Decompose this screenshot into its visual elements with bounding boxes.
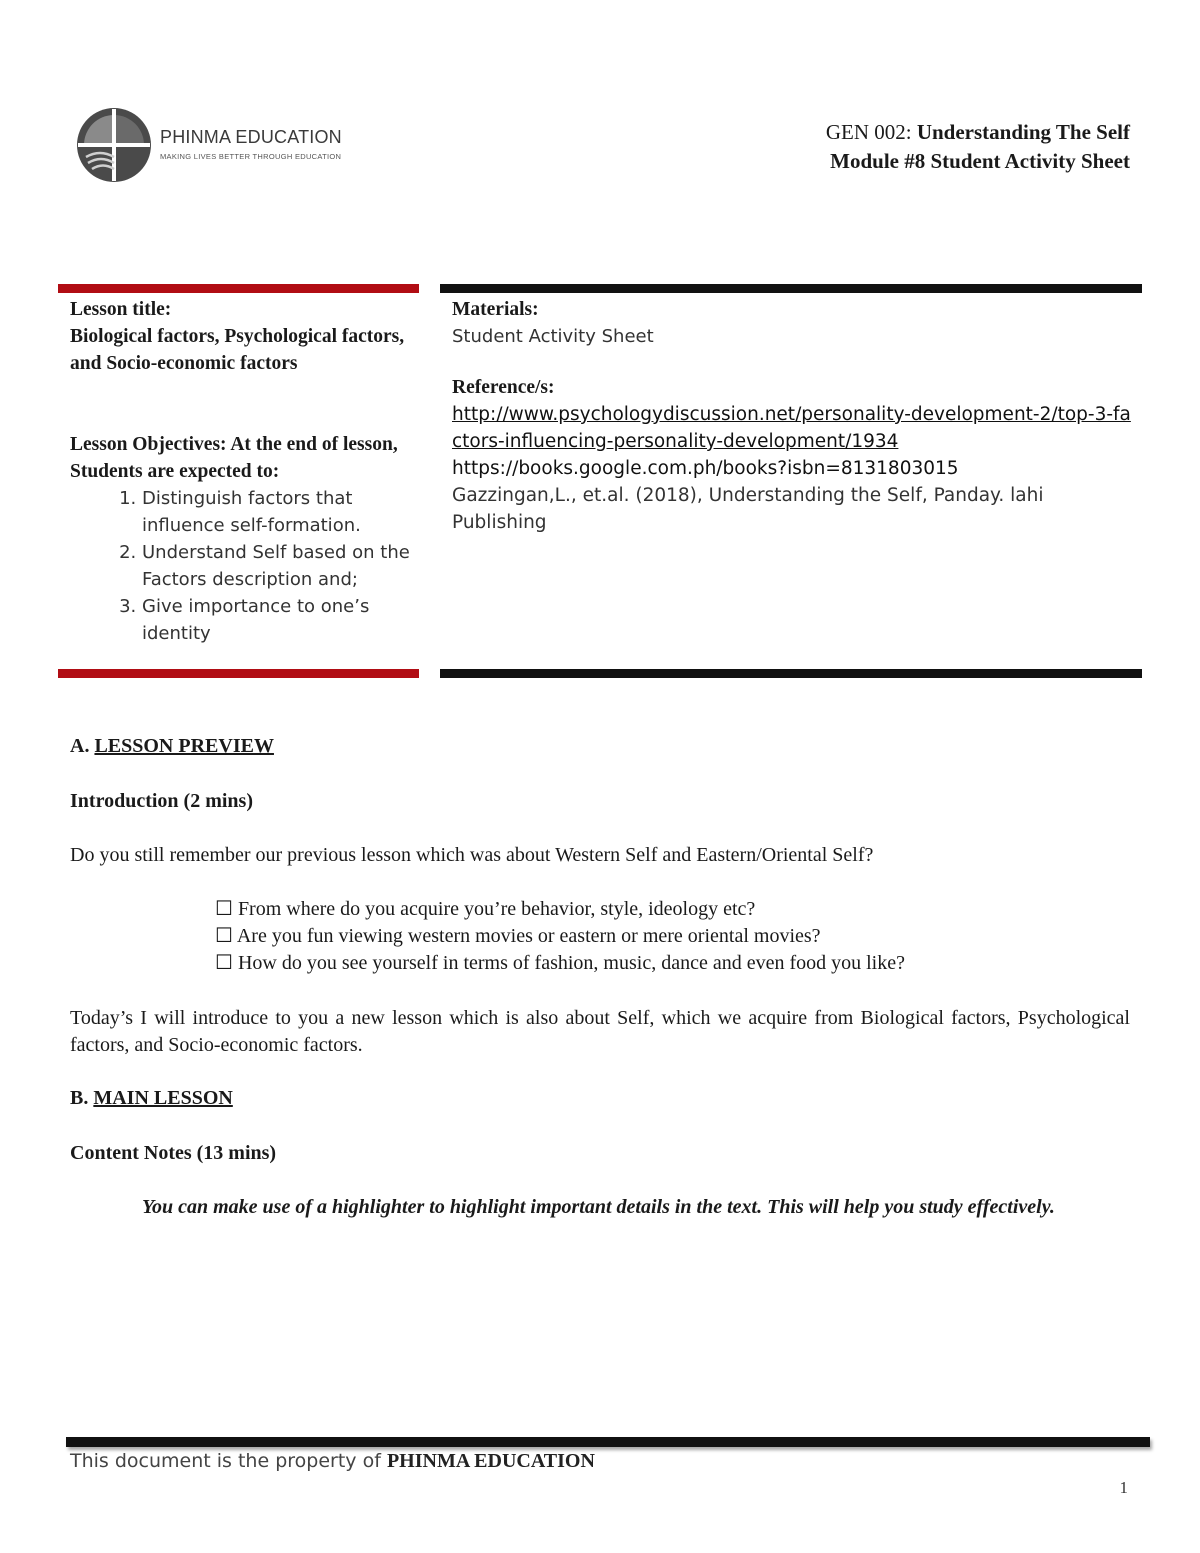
lesson-column bbox=[70, 296, 415, 647]
checkbox-icon: ☐ bbox=[215, 952, 233, 974]
introduction-heading: Introduction (2 mins) bbox=[70, 790, 253, 812]
reference-link-2[interactable]: https://books.google.com.ph/books?isbn=8131803015 bbox=[452, 458, 959, 479]
course-code: GEN 002: bbox=[825, 120, 917, 144]
section-b-heading bbox=[70, 1085, 1130, 1112]
objectives-list bbox=[70, 485, 415, 647]
table-top-bar-right bbox=[440, 284, 1142, 293]
content-notes-heading: Content Notes (13 mins) bbox=[70, 1142, 277, 1164]
references-label: Reference/s: bbox=[452, 377, 555, 398]
intro-paragraph: Today’s I will introduce to you a new lesson which is also about Self, which we acquire from Biological factors, Psychological factors, and Socio-economic factors. bbox=[70, 1007, 1130, 1056]
list-item: 1. Distinguish factors that influence self-formation. bbox=[142, 485, 415, 539]
page-number: 1 bbox=[1119, 1478, 1128, 1497]
list-item: 2. Understand Self based on the Factors description and; bbox=[142, 539, 415, 593]
reference-link-1[interactable]: http://www.psychologydiscussion.net/personality-development-2/top-3-factors-influencing-personality-development/1934 bbox=[452, 404, 1131, 452]
highlighter-note: You can make use of a highlighter to highlight important details in the text. This will help you study effectively. bbox=[142, 1196, 1055, 1218]
phinma-logo bbox=[74, 105, 342, 187]
phinma-globe-icon bbox=[74, 105, 156, 187]
checkbox-icon: ☐ bbox=[215, 898, 233, 920]
checkbox-icon: ☐ bbox=[215, 925, 233, 947]
section-a-title: LESSON PREVIEW bbox=[94, 735, 274, 757]
table-top-bar-left bbox=[58, 284, 419, 293]
materials-label: Materials: bbox=[452, 299, 539, 320]
footer-bar bbox=[66, 1437, 1150, 1447]
materials-value: Student Activity Sheet bbox=[452, 326, 654, 347]
footer-property-text: This document is the property of bbox=[70, 1450, 387, 1472]
section-b-prefix: B. bbox=[70, 1087, 94, 1109]
footer-owner: PHINMA EDUCATION bbox=[386, 1450, 595, 1472]
list-item: ☐ Are you fun viewing western movies or eastern or mere oriental movies? bbox=[215, 925, 821, 947]
question-list bbox=[215, 896, 905, 977]
lesson-title-label: Lesson title: bbox=[70, 299, 172, 320]
logo-name: PHINMA EDUCATION bbox=[160, 127, 342, 147]
lesson-title: Biological factors, Psychological factors, and Socio-economic factors bbox=[70, 326, 405, 374]
list-item: 3. Give importance to one’s identity bbox=[142, 593, 415, 647]
objectives-label: Lesson Objectives: At the end of lesson, Students are expected to: bbox=[70, 434, 398, 482]
intro-question: Do you still remember our previous lesson which was about Western Self and Eastern/Oriental Self? bbox=[70, 844, 874, 866]
section-a-prefix: A. bbox=[70, 735, 95, 757]
course-header bbox=[826, 118, 1130, 176]
module-title: Module #8 Student Activity Sheet bbox=[830, 149, 1130, 173]
materials-column bbox=[452, 296, 1132, 536]
list-item: ☐ How do you see yourself in terms of fashion, music, dance and even food you like? bbox=[215, 952, 905, 974]
table-bottom-bar-left bbox=[58, 669, 419, 678]
section-b-title: MAIN LESSON bbox=[93, 1087, 233, 1109]
list-item: ☐ From where do you acquire you’re behavior, style, ideology etc? bbox=[215, 898, 756, 920]
reference-book: Gazzingan,L., et.al. (2018), Understanding the Self, Panday. lahi Publishing bbox=[452, 485, 1044, 533]
logo-tagline: MAKING LIVES BETTER THROUGH EDUCATION bbox=[160, 152, 342, 161]
section-a-heading bbox=[70, 733, 1130, 760]
table-bottom-bar-right bbox=[440, 669, 1142, 678]
course-title: Understanding The Self bbox=[916, 120, 1130, 144]
footer-text bbox=[70, 1450, 595, 1473]
